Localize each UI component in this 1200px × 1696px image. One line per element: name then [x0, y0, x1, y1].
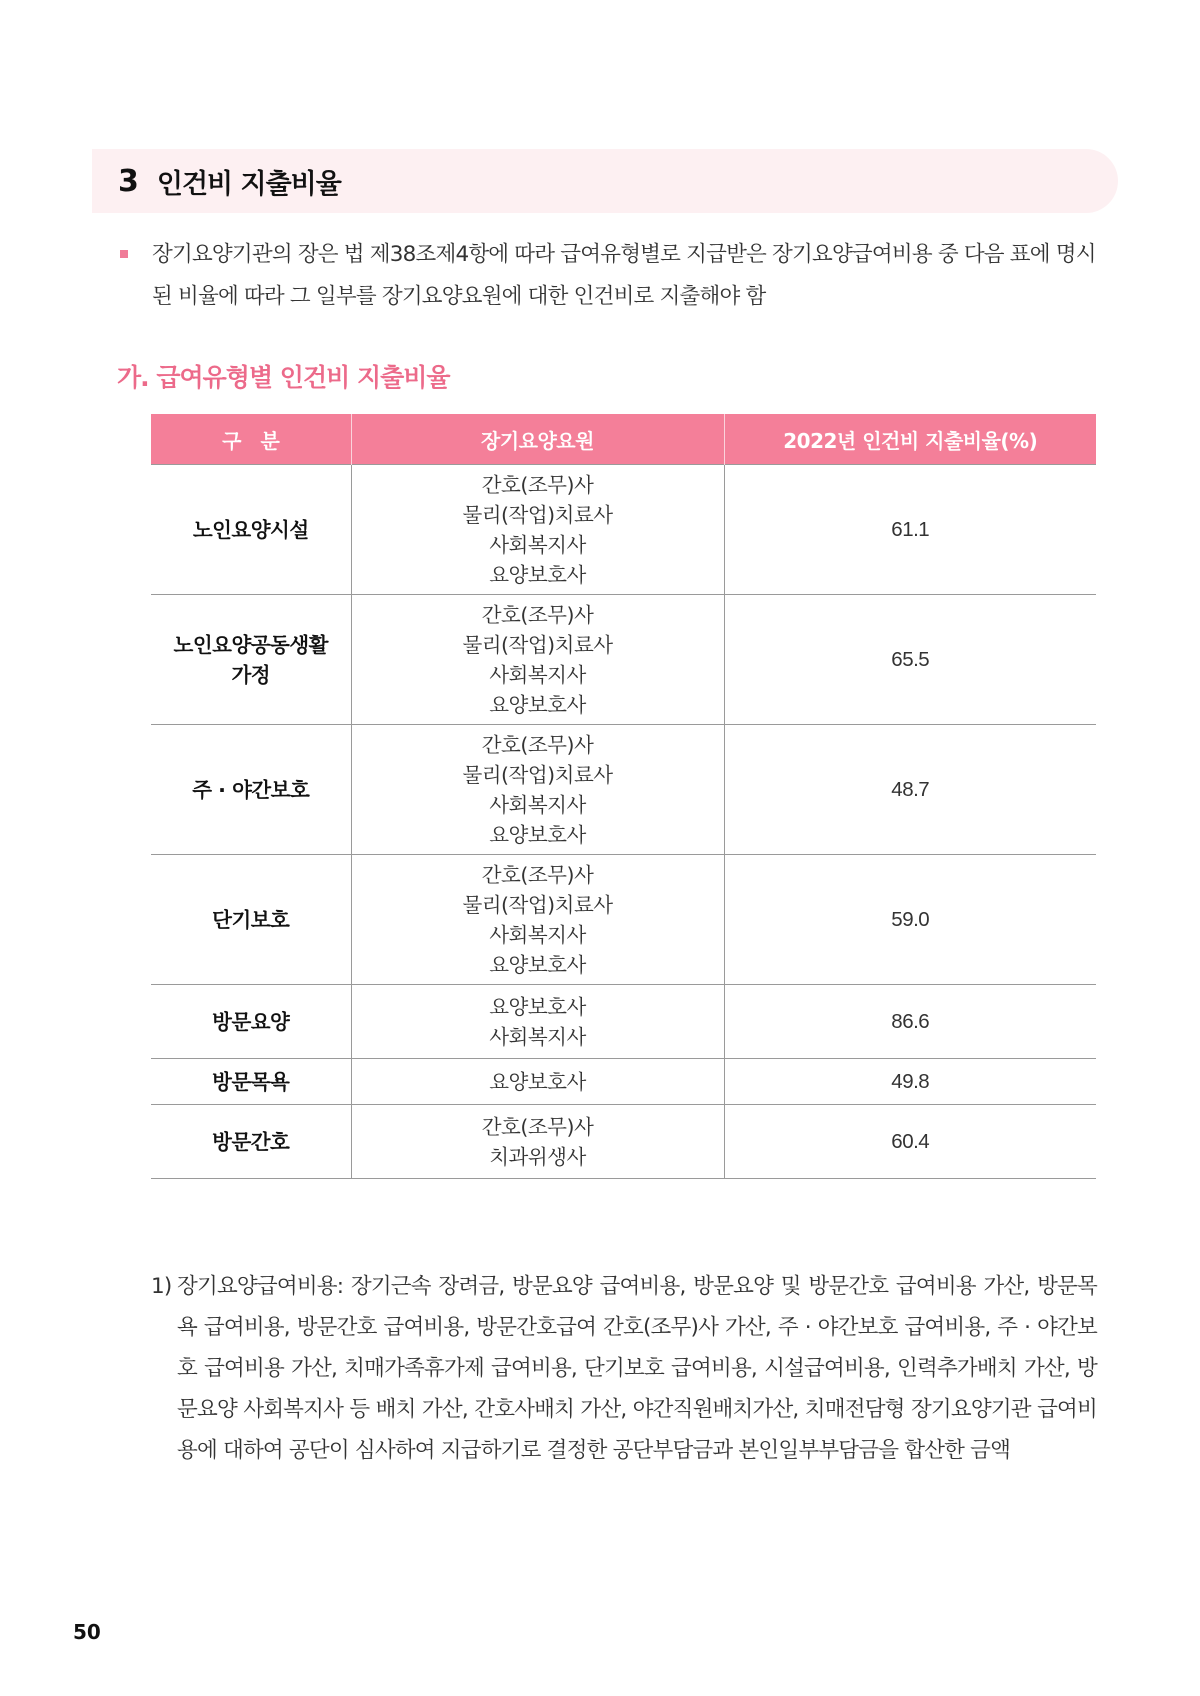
- staff-line: 요양보호사: [489, 952, 586, 977]
- section-title: 인건비 지출비율: [156, 168, 341, 200]
- header-rate: 2022년 인건비 지출비율(%): [724, 414, 1096, 465]
- table-row: [151, 1059, 1096, 1105]
- subheading: 가. 급여유형별 인건비 지출비율: [117, 363, 450, 392]
- cell-category: [151, 725, 351, 855]
- section-header: [92, 149, 1118, 213]
- staff-line: 사회복지사: [489, 1024, 586, 1049]
- footnote: [151, 1266, 1097, 1471]
- staff-line: 물리(작업)치료사: [462, 762, 613, 787]
- category-line: 단기보호: [212, 907, 290, 932]
- category-line: 노인요양시설: [192, 517, 309, 542]
- staff-line: 요양보호사: [489, 692, 586, 717]
- category-line: 방문간호: [212, 1129, 290, 1154]
- header-staff: 장기요양요원: [351, 414, 724, 465]
- staff-line: 간호(조무)사: [481, 1114, 594, 1139]
- intro-paragraph: [120, 234, 1100, 318]
- cell-staff: [351, 465, 724, 595]
- category-line: 주 · 야간보호: [192, 777, 310, 802]
- table-row: [151, 985, 1096, 1059]
- section-number: 3: [118, 163, 139, 199]
- cell-rate: 65.5: [724, 595, 1096, 725]
- category-line: 방문요양: [212, 1009, 290, 1034]
- staff-line: 사회복지사: [489, 792, 586, 817]
- staff-line: 사회복지사: [489, 662, 586, 687]
- cell-staff: [351, 855, 724, 985]
- cell-category: [151, 985, 351, 1059]
- table-row: [151, 855, 1096, 985]
- staff-line: 간호(조무)사: [481, 472, 594, 497]
- footnote-text: 장기요양급여비용: 장기근속 장려금, 방문요양 급여비용, 방문요양 및 방문간호 급여비용 가산, 방문목욕 급여비용, 방문간호 급여비용, 방문간호급여 간호(조무)사 가산, 주 · 야간보호 급여비용, 주 · 야간보호 급여비용 가산, 치매가족휴가제 급여비용, 단기보호 급여비용, 시설급여비용, 인력추가배치 가산, 방문요양 사회복지사 등 배치 가산, 간호사배치 가산, 야간직원배치가산, 치매전담형 장기요양기관 급여비용에 대하여 공단이 심사하여 지급하기로 결정한 공단부담금과 본인일부부담금을 합산한 금액: [177, 1274, 1097, 1463]
- staff-line: 치과위생사: [489, 1144, 586, 1169]
- table-row: [151, 1105, 1096, 1179]
- staff-line: 요양보호사: [489, 822, 586, 847]
- category-line: 방문목욕: [212, 1069, 290, 1094]
- intro-text: 장기요양기관의 장은 법 제38조제4항에 따라 급여유형별로 지급받은 장기요양급여비용 중 다음 표에 명시된 비율에 따라 그 일부를 장기요양요원에 대한 인건비로 지출해야 함: [152, 242, 1096, 309]
- table-header-row: [151, 414, 1096, 465]
- cell-staff: [351, 595, 724, 725]
- cell-rate: 48.7: [724, 725, 1096, 855]
- category-line: 가정: [231, 662, 271, 687]
- staff-line: 요양보호사: [489, 994, 586, 1019]
- cell-staff: [351, 1059, 724, 1105]
- cell-staff: [351, 1105, 724, 1179]
- rate-table: [151, 414, 1096, 1179]
- cell-rate: 86.6: [724, 985, 1096, 1059]
- cell-category: [151, 1059, 351, 1105]
- cell-category: [151, 855, 351, 985]
- cell-category: [151, 1105, 351, 1179]
- cell-category: [151, 465, 351, 595]
- cell-rate: 49.8: [724, 1059, 1096, 1105]
- cell-staff: [351, 725, 724, 855]
- staff-line: 간호(조무)사: [481, 862, 594, 887]
- cell-staff: [351, 985, 724, 1059]
- category-line: 노인요양공동생활: [173, 632, 328, 657]
- staff-line: 물리(작업)치료사: [462, 632, 613, 657]
- staff-line: 사회복지사: [489, 922, 586, 947]
- footnote-marker: 1): [151, 1274, 172, 1299]
- header-category: 구 분: [151, 414, 351, 465]
- staff-line: 간호(조무)사: [481, 602, 594, 627]
- staff-line: 요양보호사: [489, 1069, 586, 1094]
- table-row: [151, 595, 1096, 725]
- square-bullet-icon: [120, 250, 128, 258]
- staff-line: 사회복지사: [489, 532, 586, 557]
- page-number: 50: [73, 1620, 101, 1644]
- staff-line: 요양보호사: [489, 562, 586, 587]
- cell-rate: 61.1: [724, 465, 1096, 595]
- staff-line: 물리(작업)치료사: [462, 502, 613, 527]
- staff-line: 간호(조무)사: [481, 732, 594, 757]
- staff-line: 물리(작업)치료사: [462, 892, 613, 917]
- cell-rate: 60.4: [724, 1105, 1096, 1179]
- table-row: [151, 725, 1096, 855]
- table-row: [151, 465, 1096, 595]
- cell-category: [151, 595, 351, 725]
- cell-rate: 59.0: [724, 855, 1096, 985]
